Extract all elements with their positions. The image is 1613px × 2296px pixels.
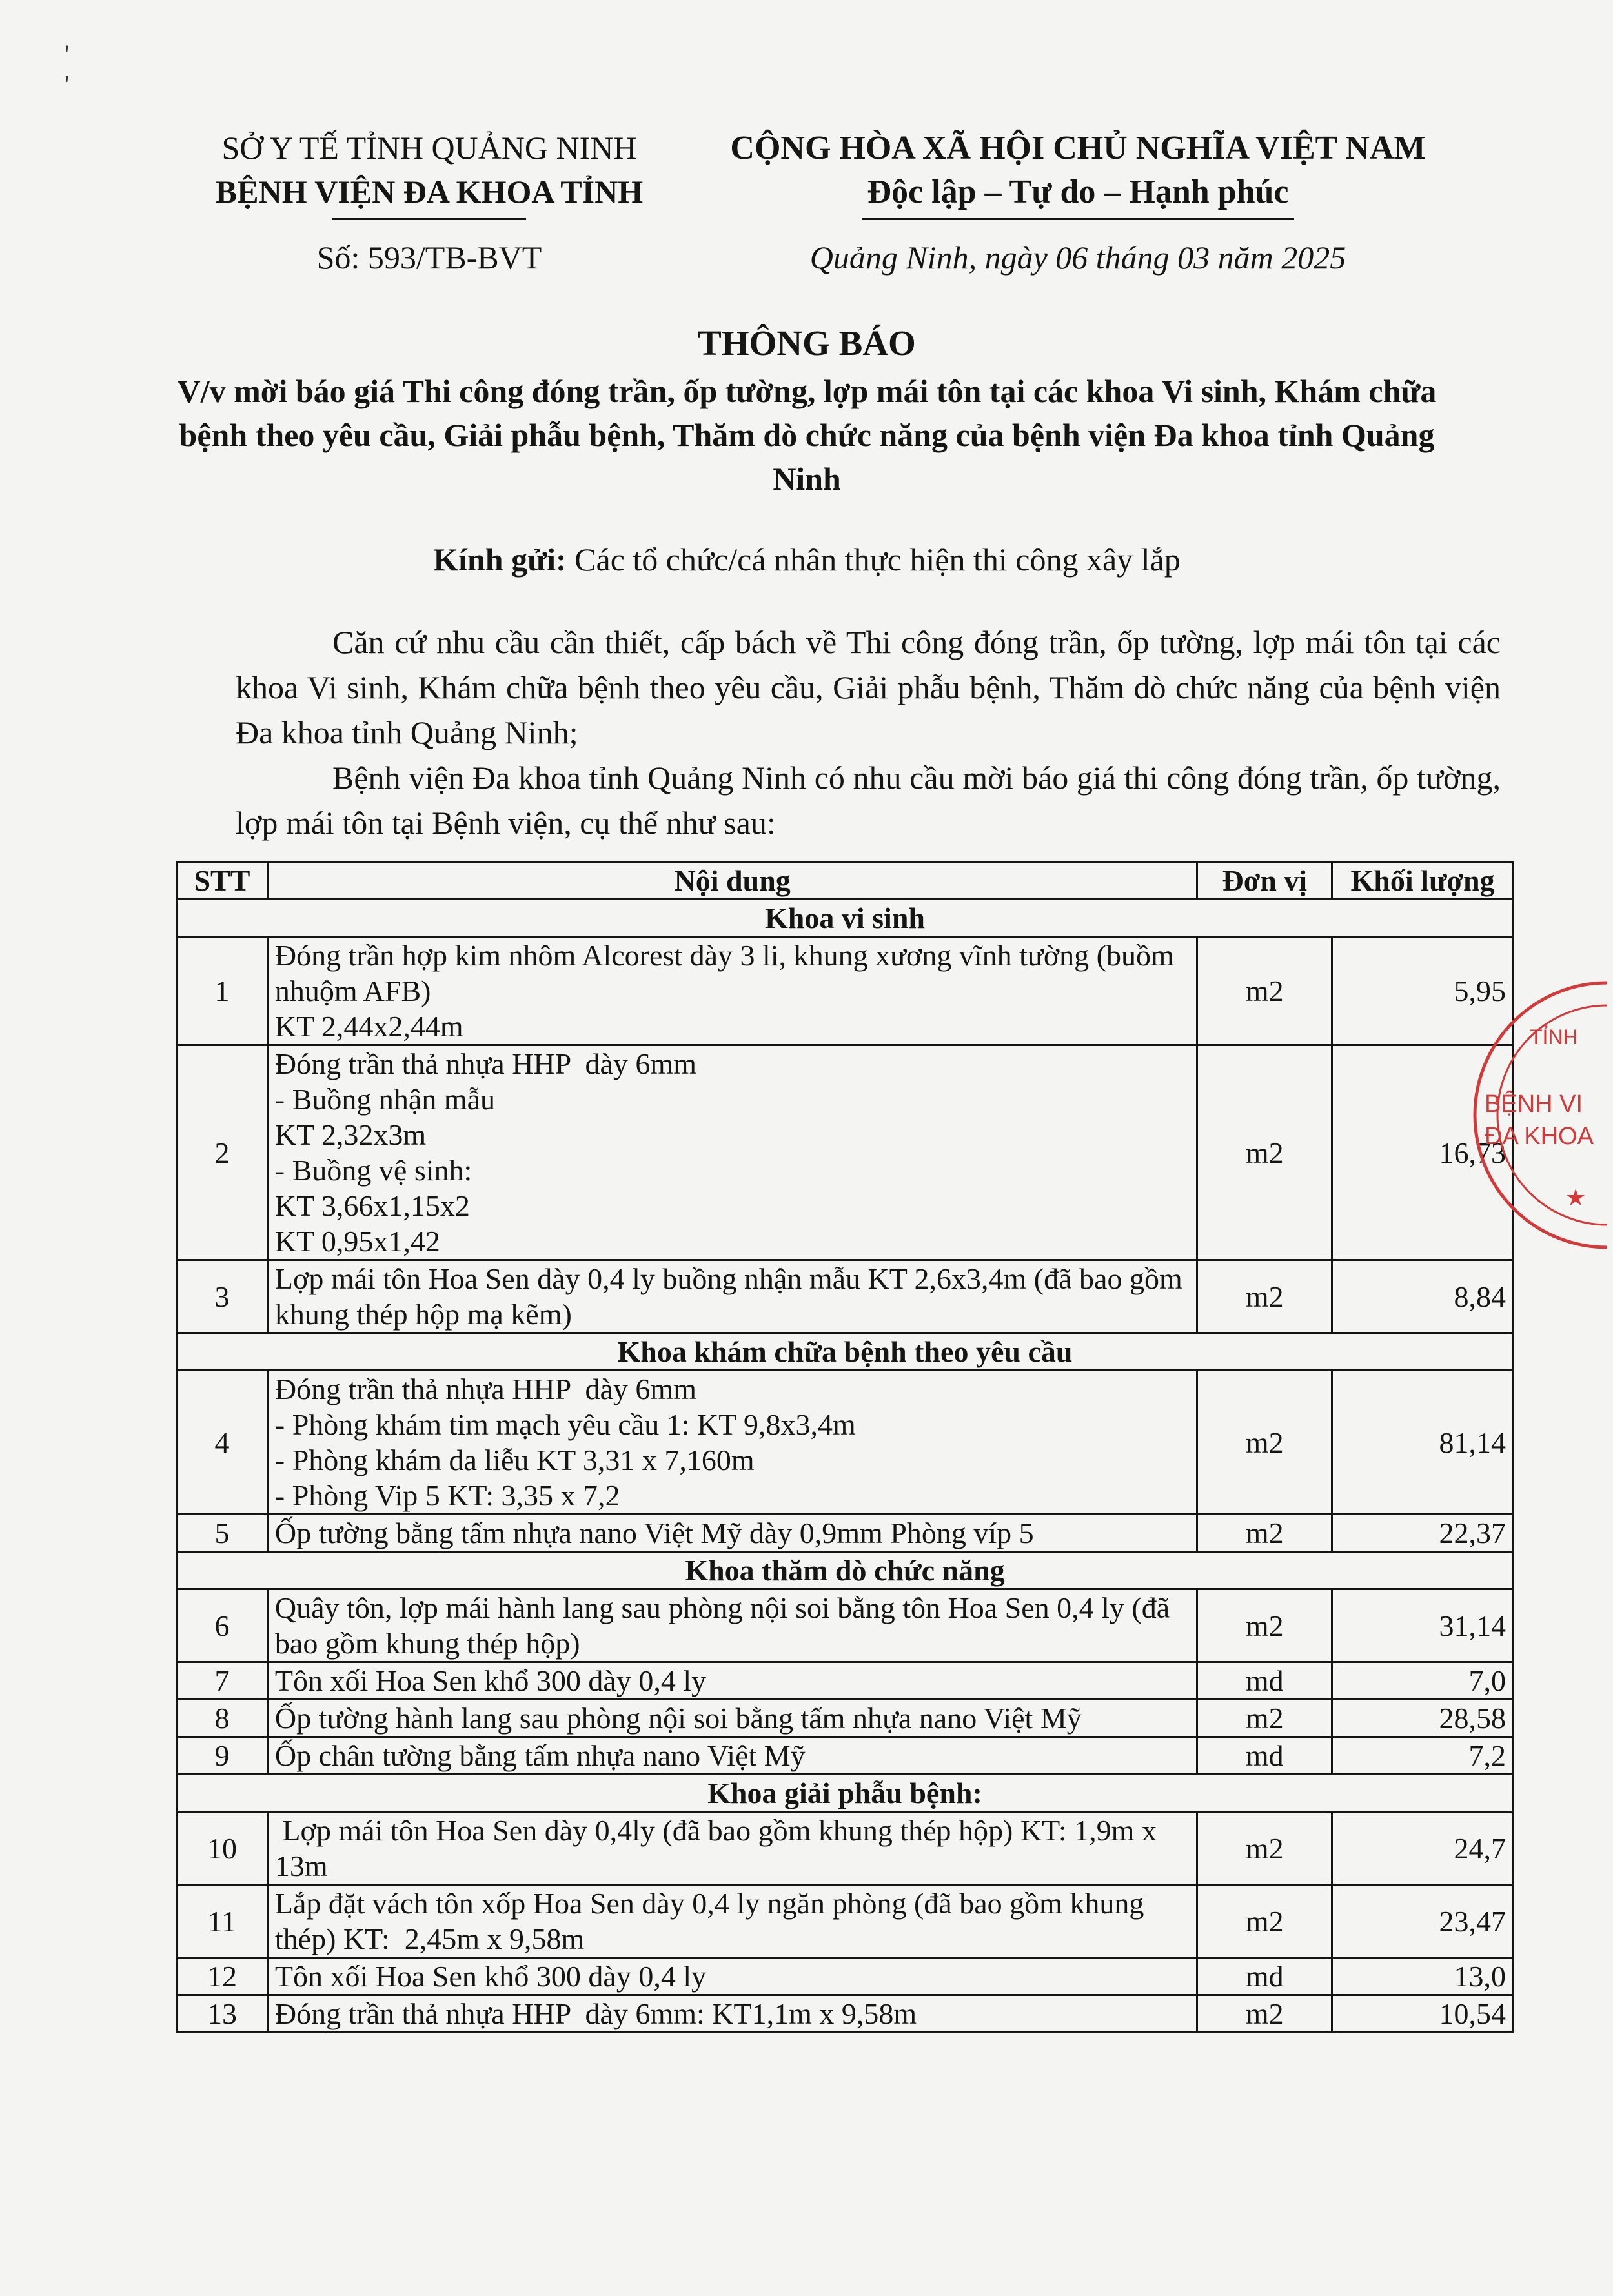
table-row <box>177 1045 1514 1260</box>
cell-quantity: 7,2 <box>1332 1737 1514 1775</box>
right-header-divider <box>862 218 1294 220</box>
stamp-star-icon: ★ <box>1565 1185 1587 1211</box>
cell-unit: m2 <box>1197 1812 1332 1885</box>
cell-stt: 2 <box>177 1045 268 1260</box>
cell-content <box>267 937 1197 1045</box>
left-header-divider <box>332 218 526 220</box>
work-items-table <box>176 861 1514 2033</box>
cell-stt: 9 <box>177 1737 268 1775</box>
cell-stt: 11 <box>177 1885 268 1958</box>
col-header-content: Nội dung <box>267 862 1197 900</box>
document-subject: V/v mời báo giá Thi công đóng trần, ốp tường, lợp mái tôn tại các khoa Vi sinh, Khám chữa bệnh theo yêu cầu, Giải phẫu bệnh, Thăm dò chức năng của bệnh viện Đa khoa tỉnh Quảng Ninh <box>177 373 1437 497</box>
stamp-text-top: TỈNH <box>1530 1025 1578 1049</box>
cell-unit: m2 <box>1197 1515 1332 1552</box>
content-line: Ốp chân tường bằng tấm nhựa nano Việt Mỹ <box>274 1739 806 1772</box>
section-title: Khoa thăm dò chức năng <box>177 1552 1514 1589</box>
table-row <box>177 1662 1514 1700</box>
cell-unit: m2 <box>1197 1589 1332 1662</box>
cell-quantity: 10,54 <box>1332 1995 1514 2033</box>
cell-stt: 7 <box>177 1662 268 1700</box>
table-row <box>177 1995 1514 2033</box>
table-row <box>177 1371 1514 1515</box>
col-header-unit: Đơn vị <box>1197 862 1332 900</box>
cell-stt: 10 <box>177 1812 268 1885</box>
cell-unit: md <box>1197 1737 1332 1775</box>
cell-stt: 5 <box>177 1515 268 1552</box>
cell-content <box>267 1958 1197 1995</box>
cell-content <box>267 1812 1197 1885</box>
stamp-text-middle-1: BỆNH VI <box>1485 1091 1583 1118</box>
cell-content <box>267 1589 1197 1662</box>
cell-unit: md <box>1197 1958 1332 1995</box>
table-row <box>177 1812 1514 1885</box>
content-line: Ốp tường bằng tấm nhựa nano Việt Mỹ dày 0,9mm Phòng víp 5 <box>274 1516 1034 1549</box>
cell-quantity: 31,14 <box>1332 1589 1514 1662</box>
table-section-row <box>177 900 1514 937</box>
cell-content <box>267 1885 1197 1958</box>
scan-marks: ' ' <box>65 39 70 99</box>
cell-unit: m2 <box>1197 937 1332 1045</box>
table-header-row <box>177 862 1514 900</box>
issuing-organization: BỆNH VIỆN ĐA KHOA TỈNH <box>215 174 644 210</box>
issuing-authority: SỞ Y TẾ TỈNH QUẢNG NINH <box>221 130 637 166</box>
cell-quantity: 23,47 <box>1332 1885 1514 1958</box>
content-line: Đóng trần hợp kim nhôm Alcorest dày 3 li, khung xương vĩnh tường (buồm nhuộm AFB) <box>274 939 1182 1007</box>
document-date: Quảng Ninh, ngày 06 tháng 03 năm 2025 <box>809 239 1346 276</box>
cell-unit: m2 <box>1197 1260 1332 1333</box>
content-line: Đóng trần thả nhựa HHP dày 6mm: KT1,1m x 9,58m <box>274 1997 917 2030</box>
cell-stt: 6 <box>177 1589 268 1662</box>
content-line: KT 2,32x3m <box>274 1118 427 1151</box>
col-header-stt: STT <box>177 862 268 900</box>
cell-quantity: 22,37 <box>1332 1515 1514 1552</box>
cell-stt: 4 <box>177 1371 268 1515</box>
content-line: Ốp tường hành lang sau phòng nội soi bằng tấm nhựa nano Việt Mỹ <box>274 1702 1082 1735</box>
cell-content <box>267 1737 1197 1775</box>
table-row <box>177 1589 1514 1662</box>
table-row <box>177 1515 1514 1552</box>
cell-unit: m2 <box>1197 1045 1332 1260</box>
content-line: Đóng trần thả nhựa HHP dày 6mm <box>274 1047 696 1080</box>
national-motto: Độc lập – Tự do – Hạnh phúc <box>867 174 1289 210</box>
cell-stt: 12 <box>177 1958 268 1995</box>
table-section-row <box>177 1775 1514 1812</box>
paragraph-request: Bệnh viện Đa khoa tỉnh Quảng Ninh có nhu cầu mời báo giá thi công đóng trần, ốp tường, lợp mái tôn tại Bệnh viện, cụ thể như sau: <box>236 760 1501 841</box>
table-row <box>177 1260 1514 1333</box>
cell-stt: 13 <box>177 1995 268 2033</box>
content-line: - Buồng nhận mẫu <box>274 1083 496 1116</box>
col-header-quantity: Khối lượng <box>1332 862 1514 900</box>
cell-quantity: 81,14 <box>1332 1371 1514 1515</box>
section-title: Khoa giải phẫu bệnh: <box>177 1775 1514 1812</box>
national-title: CỘNG HÒA XÃ HỘI CHỦ NGHĨA VIỆT NAM <box>730 130 1426 166</box>
table-row <box>177 1885 1514 1958</box>
cell-stt: 8 <box>177 1700 268 1737</box>
content-line: Tôn xối Hoa Sen khổ 300 dày 0,4 ly <box>274 1960 707 1993</box>
content-line: Quây tôn, lợp mái hành lang sau phòng nội soi bằng tôn Hoa Sen 0,4 ly (đã bao gồm khung thép hộp) <box>274 1591 1177 1660</box>
content-line: KT 2,44x2,44m <box>274 1010 463 1043</box>
content-line: Tôn xối Hoa Sen khổ 300 dày 0,4 ly <box>274 1664 707 1697</box>
content-line: Đóng trần thả nhựa HHP dày 6mm <box>274 1373 696 1405</box>
cell-content <box>267 1371 1197 1515</box>
content-line: - Buồng vệ sinh: <box>274 1154 472 1187</box>
cell-unit: md <box>1197 1662 1332 1700</box>
cell-unit: m2 <box>1197 1700 1332 1737</box>
table-section-row <box>177 1552 1514 1589</box>
cell-quantity: 16,73 <box>1332 1045 1514 1260</box>
cell-content <box>267 1995 1197 2033</box>
paragraph-basis: Căn cứ nhu cầu cần thiết, cấp bách về Thi công đóng trần, ốp tường, lợp mái tôn tại các khoa Vi sinh, Khám chữa bệnh theo yêu cầu, Giải phẫu bệnh, Thăm dò chức năng của bệnh viện Đa khoa tỉnh Quảng Ninh; <box>236 624 1501 750</box>
cell-quantity: 28,58 <box>1332 1700 1514 1737</box>
content-line: Lợp mái tôn Hoa Sen dày 0,4 ly buồng nhận mẫu KT 2,6x3,4m (đã bao gồm khung thép hộp mạ kẽm) <box>274 1262 1190 1331</box>
cell-content <box>267 1260 1197 1333</box>
cell-unit: m2 <box>1197 1371 1332 1515</box>
recipient-text: Các tổ chức/cá nhân thực hiện thi công xây lắp <box>574 541 1181 578</box>
document-number: Số: 593/TB-BVT <box>316 239 542 276</box>
table-row <box>177 937 1514 1045</box>
cell-content <box>267 1662 1197 1700</box>
cell-quantity: 13,0 <box>1332 1958 1514 1995</box>
cell-content <box>267 1700 1197 1737</box>
cell-content <box>267 1045 1197 1260</box>
content-line: - Phòng khám da liễu KT 3,31 x 7,160m <box>274 1444 755 1476</box>
content-line: Lợp mái tôn Hoa Sen dày 0,4ly (đã bao gồm khung thép hộp) KT: 1,9m x 13m <box>274 1814 1164 1882</box>
section-title: Khoa vi sinh <box>177 900 1514 937</box>
stamp-text-middle-2: ĐA KHOA <box>1485 1123 1594 1150</box>
table-row <box>177 1737 1514 1775</box>
content-line: KT 0,95x1,42 <box>274 1225 440 1258</box>
cell-quantity: 24,7 <box>1332 1812 1514 1885</box>
table-row <box>177 1958 1514 1995</box>
cell-stt: 1 <box>177 937 268 1045</box>
table-body <box>177 900 1514 2033</box>
recipient-label: Kính gửi: <box>433 541 567 578</box>
document-title: THÔNG BÁO <box>698 323 916 363</box>
table-section-row <box>177 1333 1514 1371</box>
content-line: KT 3,66x1,15x2 <box>274 1189 470 1222</box>
red-seal-stamp <box>1452 973 1607 1257</box>
content-line: - Phòng Vip 5 KT: 3,35 x 7,2 <box>274 1479 620 1512</box>
cell-unit: m2 <box>1197 1995 1332 2033</box>
recipient-line <box>129 541 1485 578</box>
content-line: Lắp đặt vách tôn xốp Hoa Sen dày 0,4 ly ngăn phòng (đã bao gồm khung thép) KT: 2,45m x 9,58m <box>274 1887 1151 1955</box>
content-line: - Phòng khám tim mạch yêu cầu 1: KT 9,8x3,4m <box>274 1408 856 1441</box>
cell-quantity: 5,95 <box>1332 937 1514 1045</box>
cell-unit: m2 <box>1197 1885 1332 1958</box>
cell-content <box>267 1515 1197 1552</box>
section-title: Khoa khám chữa bệnh theo yêu cầu <box>177 1333 1514 1371</box>
cell-quantity: 7,0 <box>1332 1662 1514 1700</box>
cell-quantity: 8,84 <box>1332 1260 1514 1333</box>
table-row <box>177 1700 1514 1737</box>
cell-stt: 3 <box>177 1260 268 1333</box>
